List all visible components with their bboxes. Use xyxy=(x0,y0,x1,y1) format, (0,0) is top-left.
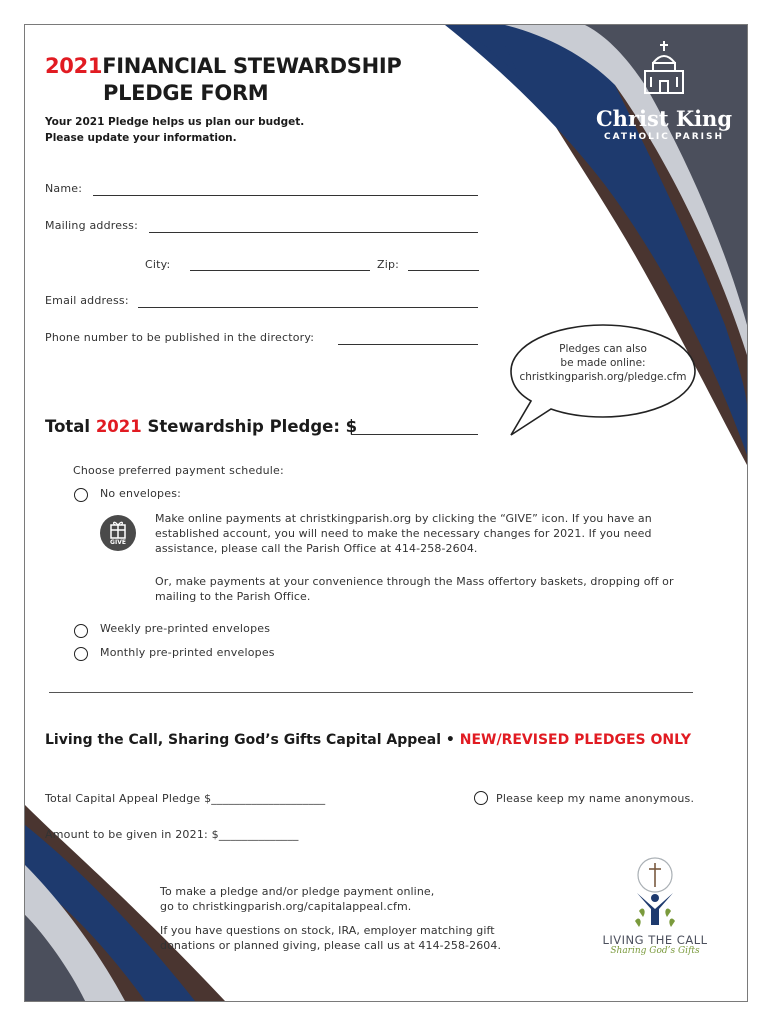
total-pledge-field[interactable] xyxy=(351,434,478,435)
phone-field[interactable] xyxy=(338,344,478,345)
cross-figure-icon xyxy=(595,851,715,931)
bubble-line3: christkingparish.org/pledge.cfm xyxy=(519,371,687,383)
intro-line1: Your 2021 Pledge helps us plan our budget. xyxy=(45,116,305,128)
weekly-envelopes-radio[interactable] xyxy=(74,624,88,638)
monthly-envelopes-radio[interactable] xyxy=(74,647,88,661)
capital-title-main: Living the Call, Sharing God’s Gifts Capital Appeal xyxy=(45,732,442,748)
capital-questions-line1: If you have questions on stock, IRA, employer matching gift xyxy=(160,924,495,937)
capital-online-line2: go to christkingparish.org/capitalappeal.cfm. xyxy=(160,900,412,913)
zip-field[interactable] xyxy=(408,270,479,271)
give-icon-label: GIVE xyxy=(110,539,126,546)
capital-title-red: NEW/REVISED PLEDGES ONLY xyxy=(459,732,691,748)
give-icon xyxy=(100,515,136,551)
capital-appeal-title xyxy=(45,732,691,748)
capital-title-separator: • xyxy=(445,732,455,748)
title-year: 2021 xyxy=(45,54,103,78)
ltc-line1: LIVING THE CALL xyxy=(602,933,708,947)
city-field[interactable] xyxy=(190,270,370,271)
online-payment-text: Make online payments at christkingparish.org by clicking the “GIVE” icon. If you have an established account, you will need to make the necessary changes for 2021. If you need assistance, please call the Parish Office at 414-258-2604. xyxy=(155,512,652,555)
section-divider xyxy=(49,692,693,693)
total-pledge-label xyxy=(45,417,357,436)
bubble-text xyxy=(519,342,687,384)
church-icon xyxy=(591,39,737,99)
capital-questions-line2: donations or planned giving, please call us at 414-258-2604. xyxy=(160,939,502,952)
bubble-line1: Pledges can also xyxy=(559,343,647,355)
email-field[interactable] xyxy=(138,307,478,308)
no-envelopes-label: No envelopes: xyxy=(100,487,182,500)
phone-label: Phone number to be published in the directory: xyxy=(45,331,315,344)
capital-online-line1: To make a pledge and/or pledge payment online, xyxy=(160,885,435,898)
zip-label: Zip: xyxy=(377,258,400,271)
total-prefix: Total xyxy=(45,417,91,436)
capital-online-text xyxy=(160,884,580,914)
email-label: Email address: xyxy=(45,294,129,307)
bubble-line2: be made online: xyxy=(560,357,646,369)
logo-subtitle: CATHOLIC PARISH xyxy=(603,132,725,142)
name-label: Name: xyxy=(45,182,83,195)
name-field[interactable] xyxy=(93,195,478,196)
capital-total-label[interactable]: Total Capital Appeal Pledge $____________________ xyxy=(45,792,326,805)
anonymous-label: Please keep my name anonymous. xyxy=(496,792,695,805)
title-line2: PLEDGE FORM xyxy=(103,81,269,105)
page-title xyxy=(45,53,401,107)
total-suffix: Stewardship Pledge: $ xyxy=(147,417,358,436)
total-year: 2021 xyxy=(95,417,142,436)
offline-payment-text: Or, make payments at your convenience through the Mass offertory baskets, dropping off or mailing to the Parish Office. xyxy=(155,575,674,603)
logo-name: Christ King xyxy=(595,106,733,131)
mailing-address-label: Mailing address: xyxy=(45,219,138,232)
monthly-envelopes-label: Monthly pre-printed envelopes xyxy=(100,646,275,659)
amount-2021-label[interactable]: Amount to be given in 2021: $______________ xyxy=(45,828,299,841)
mailing-address-field[interactable] xyxy=(149,232,478,233)
pledge-form-page xyxy=(24,24,748,1002)
living-the-call-logo xyxy=(595,851,715,961)
intro-line2: Please update your information. xyxy=(45,132,237,144)
capital-questions-text xyxy=(160,923,580,953)
intro-text xyxy=(45,114,304,146)
christ-king-logo xyxy=(591,39,737,149)
title-line1: FINANCIAL STEWARDSHIP xyxy=(102,54,402,78)
weekly-envelopes-label: Weekly pre-printed envelopes xyxy=(100,622,271,635)
anonymous-radio[interactable] xyxy=(474,791,488,805)
schedule-heading: Choose preferred payment schedule: xyxy=(73,464,284,477)
city-label: City: xyxy=(145,258,171,271)
ltc-line2: Sharing God’s Gifts xyxy=(610,946,700,956)
no-envelopes-radio[interactable] xyxy=(74,488,88,502)
